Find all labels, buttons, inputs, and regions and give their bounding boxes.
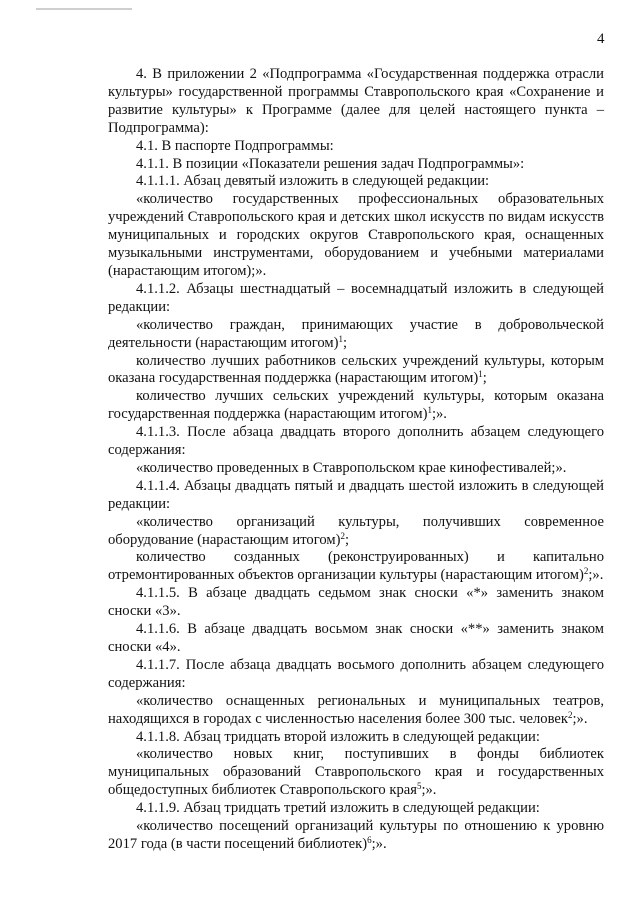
paragraph-text: «количество государственных профессиональных образовательных учреждений Ставропольского края и детских школ искусств по видам искусств муниципальных и городских округов Ставропольского края, оснащенных музыкальными инструментами, оборудованием и учебными материалами (нарастающим итогом);».: [108, 191, 604, 279]
paragraph-4-1-1: [108, 156, 604, 174]
footnote-marker: 2: [583, 566, 589, 577]
footnote-marker: 1: [427, 405, 432, 416]
paragraph-4-1-1-6: [108, 621, 604, 657]
footnote-marker: 6: [367, 834, 372, 845]
paragraph-quote-theatres: [108, 693, 604, 729]
paragraph-text: 4.1.1.3. После абзаца двадцать второго дополнить абзацем следующего содержания:: [108, 424, 604, 459]
paragraph-text: «количество организаций культуры, получивших современное оборудование (нарастающим итогом): [108, 513, 604, 548]
paragraph-text: количество созданных (реконструированных) и капитально отремонтированных объектов организации культуры (нарастающим итогом): [108, 549, 604, 584]
footnote-marker: 2: [567, 709, 573, 720]
paragraph-text: 4.1.1.6. В абзаце двадцать восьмом знак сноски «**» заменить знаком сноски «4».: [108, 621, 604, 655]
paragraph-text: 4.1.1.9. Абзац тридцать третий изложить в следующей редакции:: [136, 800, 540, 817]
paragraph-text: 4.1.1.4. Абзацы двадцать пятый и двадцать шестой изложить в следующей редакции:: [108, 477, 604, 512]
footnote-marker: 1: [338, 333, 343, 344]
paragraph-tail: ;».: [421, 782, 437, 799]
paragraph-tail: ;: [482, 370, 487, 387]
paragraph-quote-16: [108, 317, 604, 353]
paragraph-4-1-1-2: [108, 281, 604, 317]
paragraph-text: 4.1. В паспорте Подпрограммы:: [136, 137, 334, 154]
paragraph-4-1-1-7: [108, 657, 604, 693]
paragraph-quote-18: [108, 388, 604, 424]
paragraph-text: 4.1.1.2. Абзацы шестнадцатый – восемнадцатый изложить в следующей редакции:: [108, 280, 604, 315]
paragraph-tail: ;».: [588, 567, 604, 584]
paragraph-text: «количество оснащенных региональных и муниципальных театров, находящихся в городах с численностью населения более 300 тыс. человек: [108, 692, 604, 727]
paragraph-text: «количество граждан, принимающих участие в добровольческой деятельности (нарастающим итогом): [108, 316, 604, 351]
paragraph-text: 4.1.1.7. После абзаца двадцать восьмого дополнить абзацем следующего содержания:: [108, 656, 604, 691]
paragraph-text: «количество посещений организаций культуры по отношению к уровню 2017 года (в части посещений библиотек): [108, 818, 604, 852]
paragraph-4-1-1-1: [108, 173, 604, 191]
paragraph-4-1-1-9: [108, 800, 604, 818]
footnote-marker: 2: [340, 530, 345, 541]
paragraph-4-1-1-5: [108, 585, 604, 621]
paragraph-text: 4.1.1. В позиции «Показатели решения задач Подпрограммы»:: [136, 155, 525, 172]
paragraph-text: «количество новых книг, поступивших в фонды библиотек муниципальных образований Ставропольского края и государственных общедоступных библиотек Ставропольского края: [108, 746, 604, 799]
footnote-marker: 5: [416, 781, 422, 792]
paragraph-section-4: [108, 66, 604, 138]
paragraph-text: 4.1.1.8. Абзац тридцать второй изложить в следующей редакции:: [136, 728, 540, 745]
paragraph-4-1-1-8: [108, 729, 604, 747]
paragraph-quote-books: [108, 746, 604, 800]
paragraph-4-1-1-4: [108, 478, 604, 514]
paragraph-4-1-1-3: [108, 424, 604, 460]
paragraph-quote-festivals: [108, 460, 604, 478]
footnote-marker: 1: [478, 369, 483, 380]
paragraph-text: 4. В приложении 2 «Подпрограмма «Государственная поддержка отрасли культуры» государственной программы Ставропольского края «Сохранение и развитие культуры» к Программе (далее для целей настоящего пункта – Подпрограмма):: [108, 66, 604, 136]
paragraph-quote-26: [108, 549, 604, 585]
paragraph-quote-25: [108, 514, 604, 550]
paragraph-tail: ;».: [572, 710, 588, 727]
document-body: [108, 66, 604, 854]
paragraph-quote-17: [108, 353, 604, 389]
page-number: 4: [597, 31, 605, 47]
scan-edge-mark: [36, 8, 132, 10]
paragraph-quote-9: [108, 191, 604, 281]
paragraph-text: количество лучших работников сельских учреждений культуры, которым оказана государственная поддержка (нарастающим итогом): [108, 352, 604, 387]
paragraph-text: 4.1.1.5. В абзаце двадцать седьмом знак сноски «*» заменить знаком сноски «3».: [108, 585, 604, 620]
paragraph-tail: ;».: [431, 406, 447, 423]
paragraph-text: количество лучших сельских учреждений культуры, которым оказана государственная поддержка (нарастающим итогом): [108, 388, 604, 423]
paragraph-quote-visits: [108, 818, 604, 854]
paragraph-4-1: [108, 138, 604, 156]
paragraph-tail: ;».: [371, 835, 387, 852]
paragraph-tail: ;: [343, 334, 348, 351]
paragraph-text: 4.1.1.1. Абзац девятый изложить в следующей редакции:: [136, 173, 490, 190]
paragraph-tail: ;: [344, 531, 349, 548]
paragraph-text: «количество проведенных в Ставропольском крае кинофестивалей;».: [136, 459, 567, 476]
